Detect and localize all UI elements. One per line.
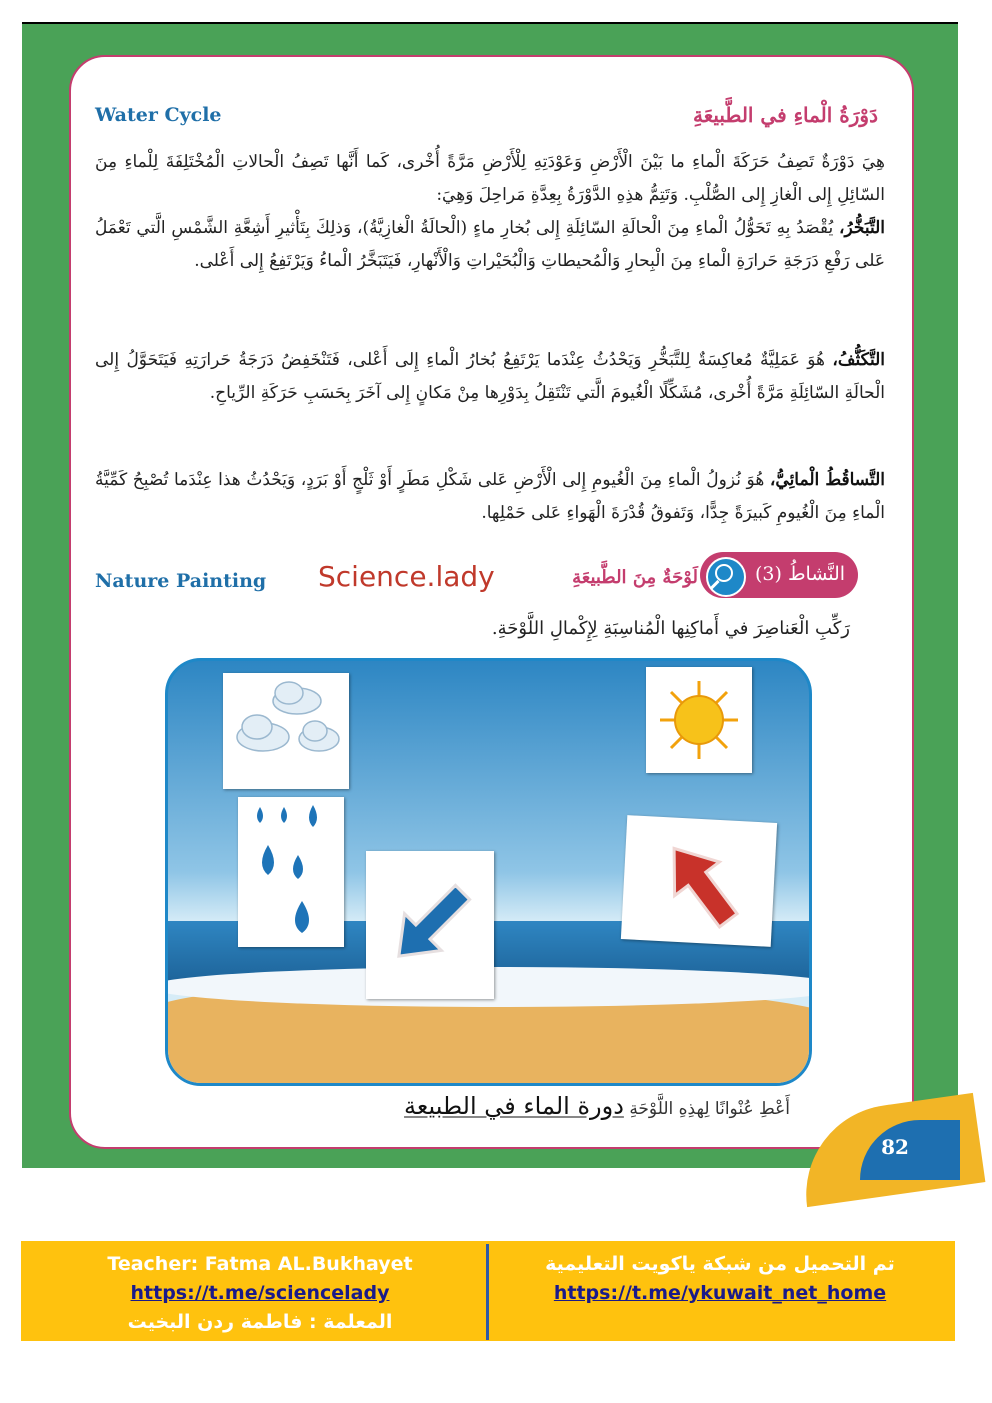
activity-instruction: رَكِّبِ الْعَناصِرَ في أَماكِنِها الْمُناسِبَةِ لِإِكْمالِ اللَّوْحَةِ. [491,618,850,639]
evaporation-text: يُقْصَدُ بِهِ تَحَوُّلُ الْماءِ مِنَ الْحالَةِ السّائِلَةِ إِلى بُخارِ ماءٍ (الْحالَةُ الْغازِيَّةُ)، وَذلِكَ بِتَأْثيرِ أَشِعَّةِ الشَّمْسِ الَّتي تَعْمَلُ عَلى رَفْعِ دَرَجَةِ حَرارَةِ الْماءِ مِنَ الْبِحارِ وَالْمُحيطاتِ وَالْبُحَيْراتِ وَالْأَنْهارِ، فَيَتَبَخَّرُ الْماءُ وَيَرْتَفِعُ إِلى أَعْلى. [95,218,885,271]
clouds-icon [223,673,349,789]
precipitation-term: التَّساقُطُ الْمائِيُّ، [769,470,885,490]
arrow-down-left-icon [366,851,494,999]
precipitation-text: هُوَ نُزولُ الْماءِ مِنَ الْغُيومِ إِلى الْأَرْضِ عَلى شَكْلِ مَطَرٍ أَوْ ثَلْجٍ أَوْ بَرَدٍ، وَيَحْدُثُ هذا عِنْدَما تُصْبِحُ كَمِّيَّةُ الْماءِ مِنَ الْغُيومِ كَبيرَةً جِدًّا، وَتَفوقُ قُدْرَةَ الْهَواءِ عَلى حَمْلِها. [95,470,885,523]
down-arrow-card[interactable] [366,851,494,999]
clouds-card[interactable] [223,673,349,789]
teacher-link[interactable]: https://t.me/sciencelady [130,1282,390,1304]
evaporation-term: التَّبَخُّرُ، [838,218,885,238]
raindrops-icon [238,797,344,947]
nature-painting-scene [165,658,812,1086]
download-link[interactable]: https://t.me/ykuwait_net_home [553,1282,887,1304]
sun-card[interactable] [646,667,752,773]
up-arrow-card[interactable] [621,815,777,947]
evaporation-paragraph [95,212,885,278]
condensation-paragraph [95,344,885,410]
activity-label: النَّشاطُ (3) [755,563,846,585]
teacher-arabic: المعلمة : فاطمة ردن البخيت [127,1311,393,1333]
footer-download-block [500,1250,940,1308]
activity-english-title: Nature Painting [95,570,267,592]
condensation-text: هُوَ عَمَلِيَّةٌ مُعاكِسَةٌ لِلتَّبَخُّرِ وَيَحْدُثُ عِنْدَما يَرْتَفِعُ بُخارُ الْماءِ إِلى أَعْلى، فَتَنْخَفِضُ دَرَجَةُ حَرارَتِهِ فَيَتَحَوَّلُ إِلى الْحالَةِ السّائِلَةِ مَرَّةً أُخْرى، مُشَكِّلًا الْغُيومَ الَّتي تَنْتَقِلُ بِدَوْرِها مِنْ مَكانٍ إِلى آخَرَ بِحَسَبِ حَرَكَةِ الرِّياحِ. [95,350,885,403]
raindrops-card[interactable] [238,797,344,947]
sun-icon [646,667,752,773]
footer-divider [486,1244,489,1340]
intro-paragraph: هِيَ دَوْرَةٌ تَصِفُ حَرَكَةَ الْماءِ ما بَيْنَ الْأَرْضِ وَعَوْدَتِهِ لِلْأَرْضِ مَرَّةً أُخْرى، كَما أَنَّها تَصِفُ الْحالاتِ الْمُخْتَلِفَةَ لِلْماءِ مِنَ السّائِلِ إِلى الْغازِ إِلى الصُّلْبِ. وَتَتِمُّ هذِهِ الدَّوْرَةُ بِعِدَّةِ مَراحِلَ وَهِيَ: [95,152,885,205]
arrow-up-left-icon [621,815,777,947]
caption [230,1092,790,1120]
caption-prompt: أَعْطِ عُنْوانًا لِهذِهِ اللَّوْحَةِ [629,1099,790,1119]
condensation-term: التَّكَثُّفُ، [832,350,885,370]
english-title: Water Cycle [95,104,222,126]
arabic-title: دَوْرَةُ الْماءِ في الطَّبيعَةِ [692,103,878,127]
teacher-name: Teacher: Fatma AL.Bukhayet [107,1253,413,1275]
brand-watermark: Science.lady [318,560,495,593]
activity-arabic-title: لَوْحَةٌ مِنَ الطَّبيعَةِ [572,567,698,588]
download-note: تم التحميل من شبكة ياكويت التعليمية [545,1253,895,1275]
caption-answer[interactable]: دورة الماء في الطبيعة [404,1092,624,1120]
page-number: 82 [881,1135,909,1159]
precipitation-paragraph [95,464,885,530]
footer-teacher-block [40,1250,480,1337]
